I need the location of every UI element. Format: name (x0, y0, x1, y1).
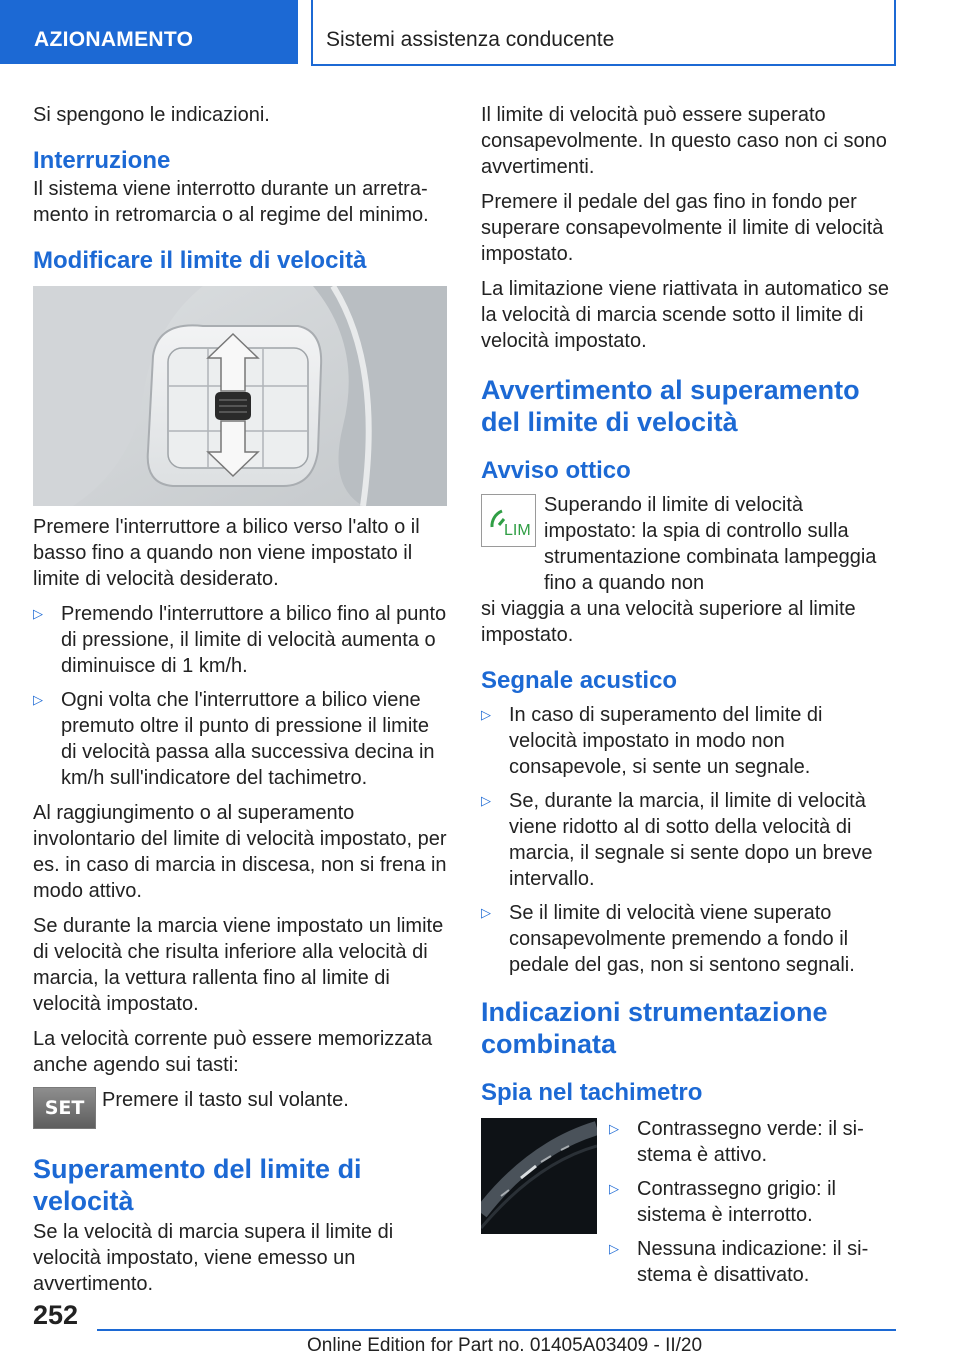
steering-wheel-rocker-photo (33, 286, 447, 506)
triangle-bullet-icon: ▷ (33, 692, 43, 707)
edition-note: Online Edition for Part no. 01405A03409 - II/20 (307, 1335, 703, 1356)
heading-avvertimento: Avvertimento al superamento del limite di velocità (481, 375, 860, 437)
bullet-list (33, 601, 447, 791)
heading-segnale-acustico: Segnale acustico (481, 667, 678, 694)
page-title: Sistemi assistenza conducente (326, 28, 615, 51)
paragraph: Premere il pedale del gas fino in fondo per superare consapevolmente il limite di velocità impostato. (481, 191, 884, 265)
heading-indicazioni: Indicazioni strumentazione combinata (481, 997, 828, 1059)
paragraph: Superando il limite di velocità impostato: la spia di controllo sulla strumentazione combinata lampeggia fino a quando non (544, 494, 877, 594)
triangle-bullet-icon: ▷ (609, 1121, 619, 1136)
set-button-icon: SET (33, 1087, 96, 1129)
footer-rule (97, 1329, 896, 1331)
page-number: 252 (33, 1300, 79, 1330)
list-item: ▷ Ogni volta che l'interruttore a bilico viene premuto oltre il punto di pressione il limite di velocità passa alla successiva decina in km/h sull'indicatore del tachimetro. (33, 689, 435, 789)
triangle-bullet-icon: ▷ (481, 793, 491, 808)
bullet-list (609, 1116, 895, 1288)
paragraph: Premere l'interruttore a bilico verso l'alto o il basso fino a quando non viene impostato il limite di velocità desiderato. (33, 516, 420, 590)
right-column (481, 102, 895, 1297)
header-underline (311, 64, 896, 66)
paragraph: Si spengono le indicazioni. (33, 104, 270, 126)
lim-warning-icon (481, 494, 536, 547)
heading-interruzione: Interruzione (33, 147, 171, 174)
list-item: ▷ Se, durante la marcia, il limite di velocità viene ridotto al di sotto della velocità di marcia, il segnale si sente dopo un breve intervallo. (481, 790, 873, 890)
triangle-bullet-icon: ▷ (609, 1181, 619, 1196)
paragraph: Al raggiungimento o al superamento involontario del limite di velocità impostato, per es. in caso di marcia in discesa, non si frena in modo attivo. (33, 802, 447, 902)
list-item: ▷ Premendo l'interruttore a bilico fino al punto di pressione, il limite di velocità aumenta o diminuisce di 1 km/h. (33, 603, 447, 677)
heading-modificare-limite: Modificare il limite di velocità (33, 247, 367, 274)
paragraph: Il limite di velocità può essere superato consapevolmente. In questo caso non ci sono avvertimenti. (481, 104, 887, 178)
paragraph: Se la velocità di marcia supera il limite di velocità impostato, viene emesso un avvertimento. (33, 1221, 394, 1295)
triangle-bullet-icon: ▷ (481, 707, 491, 722)
list-item: ▷ Nessuna indicazione: il sistema è disattivato. (609, 1238, 869, 1286)
triangle-bullet-icon: ▷ (33, 606, 43, 621)
list-item: ▷ Contrassegno verde: il sistema è attivo. (609, 1118, 864, 1166)
section-tab: AZIONAMENTO (0, 0, 298, 64)
lim-icon-label: LIM (504, 522, 531, 539)
list-item: ▷ Se il limite di velocità viene superato consapevolmente premendo a fondo il pedale del gas, non si sentono segnali. (481, 902, 855, 976)
list-item: ▷ In caso di superamento del limite di velocità impostato in modo non consapevole, si sente un segnale. (481, 704, 823, 778)
heading-spia-tachimetro: Spia nel tachimetro (481, 1079, 703, 1106)
list-item: ▷ Contrassegno grigio: il sistema è interrotto. (609, 1178, 836, 1226)
triangle-bullet-icon: ▷ (481, 905, 491, 920)
paragraph: La limitazione viene riattivata in automatico se la velocità di marcia scende sotto il limite di velocità impostato. (481, 278, 889, 352)
paragraph: Il sistema viene interrotto durante un arretramento in retromarcia o al regime del minimo. (33, 178, 429, 226)
heading-avviso-ottico: Avviso ottico (481, 457, 631, 484)
speedometer-row (481, 1116, 895, 1288)
set-button-text: Premere il tasto sul volante. (102, 1089, 349, 1111)
triangle-bullet-icon: ▷ (609, 1241, 619, 1256)
paragraph: Se durante la marcia viene impostato un limite di velocità che risulta inferiore alla velocità di marcia, la vettura rallenta fino al limite di velocità impostato. (33, 915, 444, 1015)
left-column (33, 102, 447, 1306)
bullet-list (481, 702, 895, 978)
lim-indicator-row (481, 492, 895, 596)
set-button-row (33, 1087, 447, 1135)
paragraph: si viaggia a una velocità superiore al limite impostato. (481, 598, 856, 646)
paragraph: La velocità corrente può essere memorizzata anche agendo sui tasti: (33, 1028, 433, 1076)
header-divider-right (894, 0, 896, 66)
header-divider (311, 0, 313, 66)
speedometer-marker-photo (481, 1118, 597, 1234)
heading-superamento: Superamento del limite di velocità (33, 1154, 362, 1216)
